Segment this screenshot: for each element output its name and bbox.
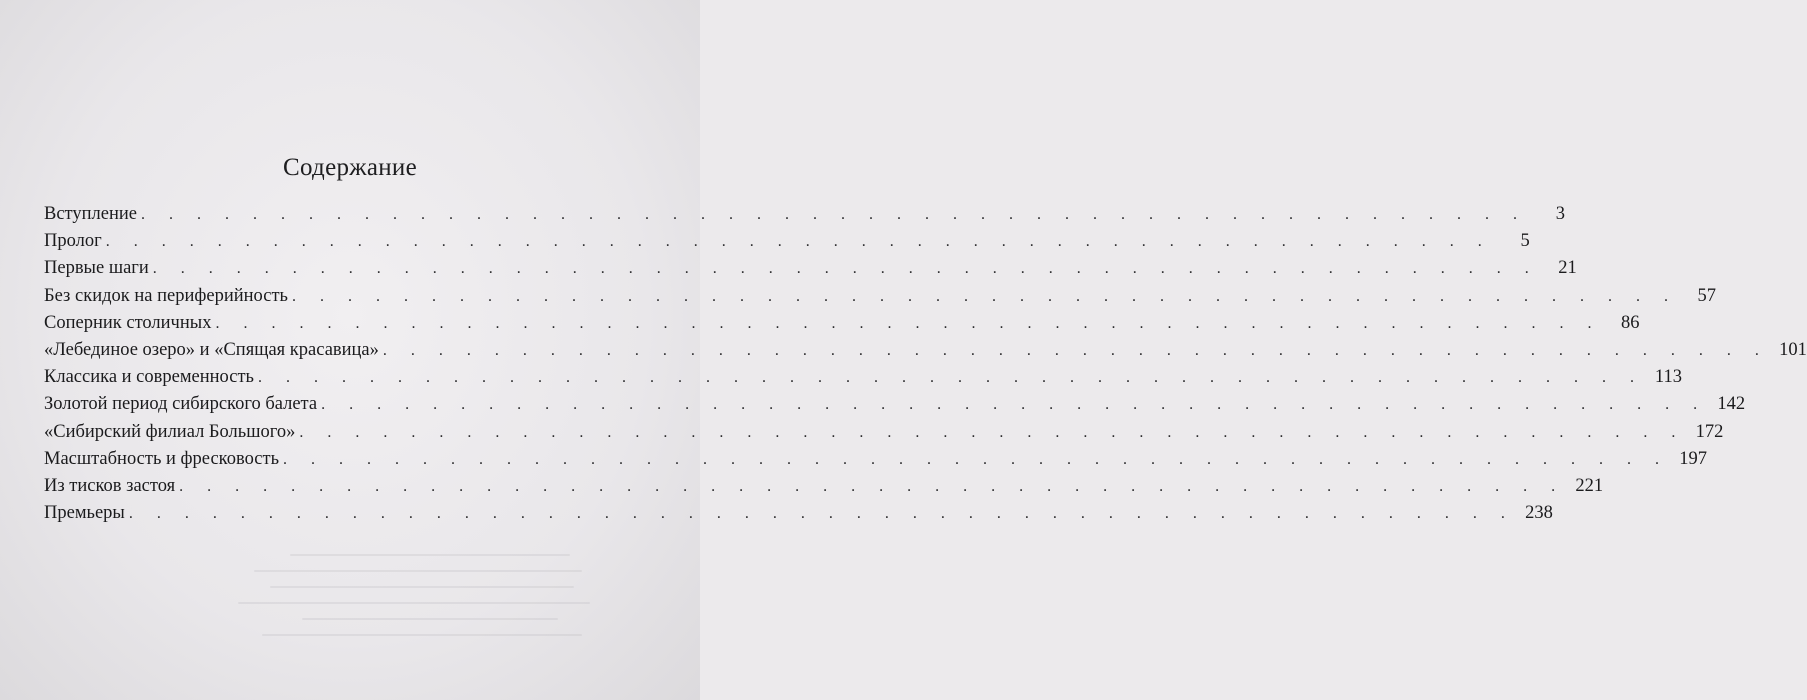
toc-entry-label: Из тисков застоя [44, 475, 176, 496]
toc-entry-label: «Сибирский филиал Большого» [44, 421, 296, 442]
toc-entry-label: Первые шаги [44, 258, 149, 279]
toc-entry-page: 113 [1654, 367, 1682, 388]
toc-entry-label: Масштабность и фресковость [44, 448, 280, 469]
dot-leader: . . . . . . . . . . . . . . . . . . . . . . . . . . . . . . . . . . . . . . . . . . . . . . . . . . [141, 206, 1527, 223]
toc-entry-page: 238 [1525, 503, 1553, 524]
toc-entry-label: Классика и современность [44, 367, 254, 388]
toc-entry [44, 475, 1604, 503]
page-title: Содержание [283, 154, 417, 181]
dot-leader: . . . . . . . . . . . . . . . . . . . . . . . . . . . . . . . . . . . . . . . . . . . . . . . . . . [291, 287, 1678, 305]
toc-entry-label: Вступление [44, 204, 137, 224]
dot-leader: . . . . . . . . . . . . . . . . . . . . . . . . . . . . . . . . . . . . . . . . . . . . . . . . . . [299, 423, 1686, 441]
dot-leader: . . . . . . . . . . . . . . . . . . . . . . . . . . . . . . . . . . . . . . . . . . . . . . . . . . [105, 233, 1492, 251]
toc-entry-label: «Лебединое озеро» и «Спящая красавица» [44, 339, 379, 360]
toc-entry [44, 367, 1682, 394]
dot-leader: . . . . . . . . . . . . . . . . . . . . . . . . . . . . . . . . . . . . . . . . . . . . . . . . . . [179, 477, 1566, 495]
toc-entry-page: 57 [1697, 285, 1716, 306]
toc-entry-label: Соперник столичных [44, 312, 212, 333]
toc-entry [44, 204, 1565, 231]
toc-entry-page: 3 [1555, 204, 1565, 224]
toc-entry-label: Без скидок на периферийность [44, 285, 288, 306]
toc-entry-page: 221 [1575, 475, 1604, 496]
toc-entry [44, 448, 1708, 476]
dot-leader: . . . . . . . . . . . . . . . . . . . . . . . . . . . . . . . . . . . . . . . . . . . . . . . . . . [258, 369, 1644, 387]
toc-entry [44, 339, 1807, 367]
toc-entry-page: 5 [1520, 231, 1530, 252]
toc-entry [44, 285, 1716, 313]
toc-entry-page: 142 [1717, 394, 1746, 415]
dot-leader: . . . . . . . . . . . . . . . . . . . . . . . . . . . . . . . . . . . . . . . . . . . . . . . . . . [382, 341, 1769, 359]
dot-leader: . . . . . . . . . . . . . . . . . . . . . . . . . . . . . . . . . . . . . . . . . . . . . . . . . . [215, 314, 1602, 332]
toc-entry-page: 101 [1779, 339, 1807, 360]
toc-entry-page: 21 [1558, 258, 1577, 279]
toc-entry [44, 231, 1530, 258]
toc-entry-page: 197 [1679, 448, 1708, 469]
toc-entry [44, 312, 1640, 340]
toc-entry [44, 258, 1577, 285]
toc-entry [44, 503, 1553, 530]
toc-entry-page: 172 [1695, 421, 1724, 442]
dot-leader: . . . . . . . . . . . . . . . . . . . . . . . . . . . . . . . . . . . . . . . . . . . . . . . . . . [283, 450, 1670, 468]
dot-leader: . . . . . . . . . . . . . . . . . . . . . . . . . . . . . . . . . . . . . . . . . . . . . . . . . . [321, 396, 1708, 414]
toc-entry-label: Золотой период сибирского балета [44, 394, 318, 415]
table-of-contents [44, 204, 1807, 530]
dot-leader: . . . . . . . . . . . . . . . . . . . . . . . . . . . . . . . . . . . . . . . . . . . . . . . . . . [152, 260, 1539, 278]
dot-leader: . . . . . . . . . . . . . . . . . . . . . . . . . . . . . . . . . . . . . . . . . . . . . . . . . . [128, 505, 1515, 523]
bleed-through-text [230, 540, 630, 670]
toc-entry [44, 394, 1746, 421]
toc-entry [44, 421, 1724, 449]
toc-entry-page: 86 [1620, 312, 1640, 333]
toc-entry-label: Пролог [44, 231, 102, 252]
toc-entry-label: Премьеры [44, 503, 125, 524]
